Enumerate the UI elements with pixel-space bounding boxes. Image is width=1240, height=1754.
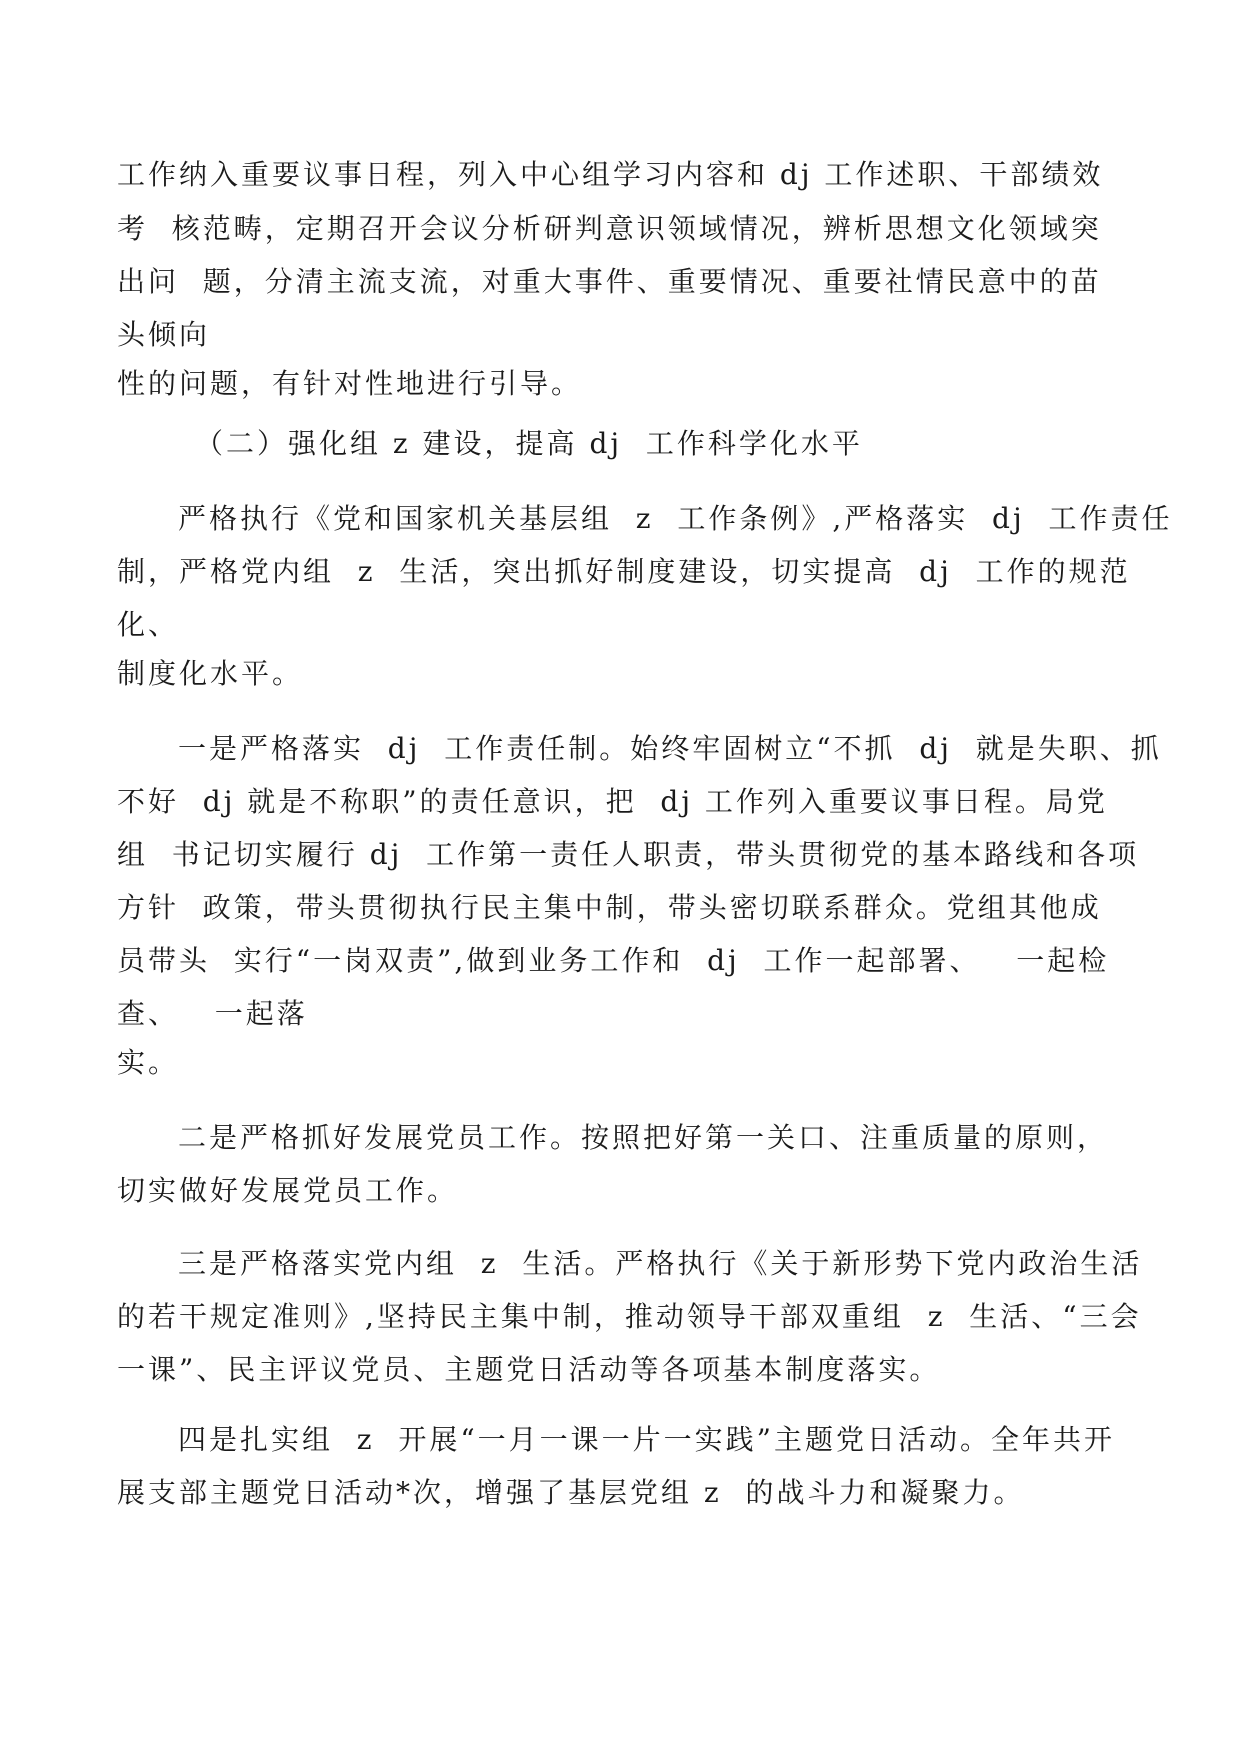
text-line: 员带头 实行“一岗双责”,做到业务工作和 dj 工作一起部署、 一起检 (117, 944, 1110, 977)
text-line: 的若干规定准则》,坚持民主集中制，推动领导干部双重组 z 生活、“三会 (117, 1300, 1142, 1333)
text-line: 头倾向 (117, 318, 211, 351)
text-line: 制，严格党内组 z 生活，突出抓好制度建设，切实提高 dj 工作的规范 (117, 555, 1131, 588)
text-line: 查、 一起落 (117, 997, 308, 1030)
text-line: 制度化水平。 (117, 657, 304, 690)
text-line: 考 核范畴，定期召开会议分析研判意识领域情况，辨析思想文化领域突 (117, 212, 1102, 245)
text-line: 组 书记切实履行 dj 工作第一责任人职责，带头贯彻党的基本路线和各项 (117, 838, 1140, 871)
text-line: 二是严格抓好发展党员工作。按照把好第一关口、注重质量的原则， (178, 1121, 1109, 1154)
text-line: 性的问题，有针对性地进行引导。 (117, 367, 583, 400)
text-line: 化、 (117, 608, 180, 641)
text-line: 展支部主题党日活动*次，增强了基层党组 z 的战斗力和凝聚力。 (117, 1476, 1025, 1509)
text-line: 不好 dj 就是不称职”的责任意识，把 dj 工作列入重要议事日程。局党 (117, 785, 1108, 818)
text-line: 出问 题，分清主流支流，对重大事件、重要情况、重要社情民意中的苗 (117, 265, 1102, 298)
text-line: 三是严格落实党内组 z 生活。严格执行《关于新形势下党内政治生活 (178, 1247, 1143, 1280)
text-line: 四是扎实组 z 开展“一月一课一片一实践”主题党日活动。全年共开 (178, 1423, 1115, 1456)
text-line: 一是严格落实 dj 工作责任制。始终牢固树立“不抓 dj 就是失职、抓 (178, 732, 1162, 765)
section-heading: （二）强化组 z 建设，提高 dj 工作科学化水平 (195, 427, 863, 460)
text-line: 一课”、民主评议党员、主题党日活动等各项基本制度落实。 (117, 1353, 941, 1386)
text-line: 实。 (117, 1046, 180, 1079)
text-line: 严格执行《党和国家机关基层组 z 工作条例》,严格落实 dj 工作责任 (178, 502, 1173, 535)
text-line: 工作纳入重要议事日程，列入中心组学习内容和 dj 工作述职、干部绩效 (117, 158, 1104, 191)
text-line: 方针 政策，带头贯彻执行民主集中制，带头密切联系群众。党组其他成 (117, 891, 1102, 924)
text-line: 切实做好发展党员工作。 (117, 1174, 459, 1207)
